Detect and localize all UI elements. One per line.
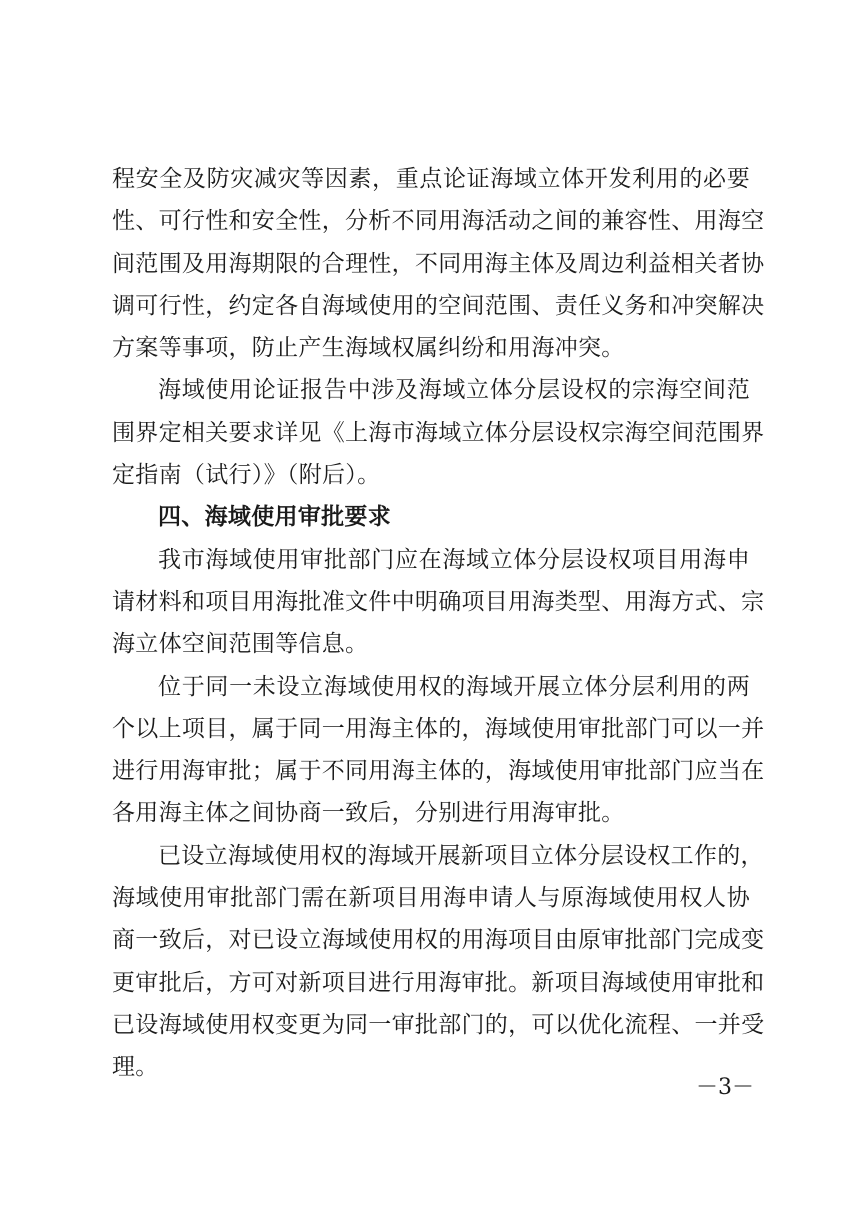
section-heading: 四、海域使用审批要求 xyxy=(158,504,391,531)
text-line: 程安全及防灾减灾等因素，重点论证海域立体开发利用的必要 xyxy=(112,166,750,192)
text-line: 位于同一未设立海域使用权的海域开展立体分层利用的两 xyxy=(158,673,750,700)
paragraph-existing-rights xyxy=(112,835,765,1089)
paragraph-reference xyxy=(112,369,765,496)
text-line: 围界定相关要求详见《上海市海域立体分层设权宗海空间范围界 xyxy=(112,419,765,446)
text-line: 性、可行性和安全性，分析不同用海活动之间的兼容性、用海空 xyxy=(112,208,765,235)
text-line: 请材料和项目用海批准文件中明确项目用海类型、用海方式、宗 xyxy=(112,588,765,615)
text-line: 我市海域使用审批部门应在海域立体分层设权项目用海申 xyxy=(158,546,750,573)
text-line: 进行用海审批；属于不同用海主体的，海域使用审批部门应当在 xyxy=(112,758,765,785)
text-line: 商一致后，对已设立海域使用权的用海项目由原审批部门完成变 xyxy=(112,927,765,954)
text-line: 海域使用审批部门需在新项目用海申请人与原海域使用权人协 xyxy=(112,885,750,912)
page-number: －3－ xyxy=(696,1075,754,1100)
text-line: 个以上项目，属于同一用海主体的，海域使用审批部门可以一并 xyxy=(112,715,765,742)
text-line: 定指南（试行）》（附后）。 xyxy=(112,462,381,489)
text-line: 间范围及用海期限的合理性，不同用海主体及周边利益相关者协 xyxy=(112,250,765,277)
paragraph-continuation xyxy=(112,158,765,369)
text-line: 海域使用论证报告中涉及海域立体分层设权的宗海空间范 xyxy=(158,377,750,404)
document-body xyxy=(112,158,765,1089)
text-line: 各用海主体之间协商一致后，分别进行用海审批。 xyxy=(112,800,625,827)
paragraph-multiple-projects xyxy=(112,666,765,835)
paragraph-approval-info xyxy=(112,539,765,666)
text-line: 方案等事项，防止产生海域权属纠纷和用海冲突。 xyxy=(112,335,625,362)
text-line: 理。 xyxy=(112,1054,159,1081)
text-line: 已设立海域使用权的海域开展新项目立体分层设权工作的， xyxy=(158,842,764,869)
text-line: 已设海域使用权变更为同一审批部门的，可以优化流程、一并受 xyxy=(112,1011,765,1038)
text-line: 更审批后，方可对新项目进行用海审批。新项目海域使用审批和 xyxy=(112,969,765,996)
text-line: 海立体空间范围等信息。 xyxy=(112,631,369,658)
text-line: 调可行性，约定各自海域使用的空间范围、责任义务和冲突解决 xyxy=(112,292,765,319)
